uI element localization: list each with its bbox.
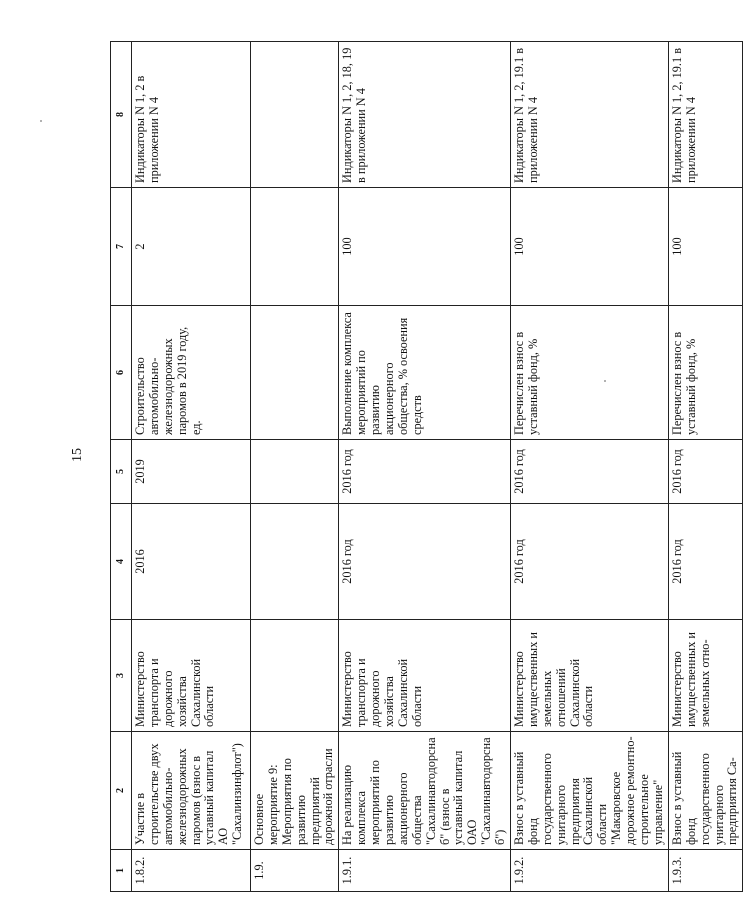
row-number: 1.9.2. — [511, 850, 669, 892]
measure-name: Взнос в уставный фонд государственного унитарного предприятия Са- — [668, 732, 742, 850]
row-number: 1.9. — [251, 850, 339, 892]
page-number: 15 — [70, 448, 85, 462]
expected-result: Выполнение комплекса мероприятий по развитию акционерного общества, % освоения средств — [339, 306, 511, 440]
table-row — [339, 42, 511, 892]
target-value: 100 — [668, 188, 742, 306]
header-col-5: 5 — [111, 440, 132, 504]
indicator-link: Индикаторы N 1, 2, 19.1 в приложении N 4 — [511, 42, 669, 188]
responsible-executor: Министерство имущественных и земельных отношений Сахалинской области — [511, 620, 669, 732]
expected-result: Перечислен взнос в уставный фонд, % — [511, 306, 669, 440]
responsible-executor: Министерство имущественных и земельных отно- — [668, 620, 742, 732]
table-header-row — [111, 42, 132, 892]
responsible-executor: Министерство транспорта и дорожного хозяйства Сахалинской области — [132, 620, 251, 732]
rotated-table-wrapper — [110, 42, 740, 892]
responsible-executor: Министерство транспорта и дорожного хозяйства Сахалинской области — [339, 620, 511, 732]
table-row — [132, 42, 251, 892]
measure-name: Основное мероприятие 9: Мероприятия по развитию предприятий дорожной отрасли — [251, 732, 339, 850]
expected-result: Перечислен взнос в уставный фонд, % — [668, 306, 742, 440]
indicator-link: Индикаторы N 1, 2 в приложении N 4 — [132, 42, 251, 188]
header-col-4: 4 — [111, 504, 132, 620]
indicator-link — [251, 42, 339, 188]
header-col-1: 1 — [111, 850, 132, 892]
start-year: 2016 год — [668, 504, 742, 620]
table-stage — [110, 42, 740, 892]
header-col-2: 2 — [111, 732, 132, 850]
expected-result — [251, 306, 339, 440]
scan-speck — [604, 380, 606, 382]
target-value: 2 — [132, 188, 251, 306]
end-year: 2016 год — [339, 440, 511, 504]
table-row — [511, 42, 669, 892]
row-number: 1.9.3. — [668, 850, 742, 892]
start-year: 2016 год — [339, 504, 511, 620]
measures-table — [110, 41, 743, 892]
header-col-3: 3 — [111, 620, 132, 732]
scan-speck — [40, 120, 42, 122]
responsible-executor — [251, 620, 339, 732]
expected-result: Строительство автомобильно-железнодорожных паромов в 2019 году, ед. — [132, 306, 251, 440]
measure-name: На реализацию комплекса мероприятий по развитию акционерного общества "Сахалинавтодорснаб" (взнос в уставный капитал ОАО "Сахалинавтодорснаб") — [339, 732, 511, 850]
header-col-7: 7 — [111, 188, 132, 306]
start-year — [251, 504, 339, 620]
measure-name: Взнос в уставный фонд государственного унитарного предприятия Сахалинской области "Макаровское дорожное ремонтно-строительное управление" — [511, 732, 669, 850]
end-year: 2016 год — [511, 440, 669, 504]
table-row — [251, 42, 339, 892]
row-number: 1.9.1. — [339, 850, 511, 892]
end-year: 2019 — [132, 440, 251, 504]
target-value: 100 — [339, 188, 511, 306]
table-row — [668, 42, 742, 892]
header-col-8: 8 — [111, 42, 132, 188]
end-year: 2016 год — [668, 440, 742, 504]
start-year: 2016 — [132, 504, 251, 620]
header-col-6: 6 — [111, 306, 132, 440]
end-year — [251, 440, 339, 504]
measure-name: Участие в строительстве двух автомобильно-железнодорожных паромов (взнос в уставный капитал АО "Сахалинзинфлот") — [132, 732, 251, 850]
row-number: 1.8.2. — [132, 850, 251, 892]
indicator-link: Индикаторы N 1, 2, 19.1 в приложении N 4 — [668, 42, 742, 188]
target-value — [251, 188, 339, 306]
start-year: 2016 год — [511, 504, 669, 620]
target-value: 100 — [511, 188, 669, 306]
indicator-link: Индикаторы N 1, 2, 18, 19 в приложении N 4 — [339, 42, 511, 188]
